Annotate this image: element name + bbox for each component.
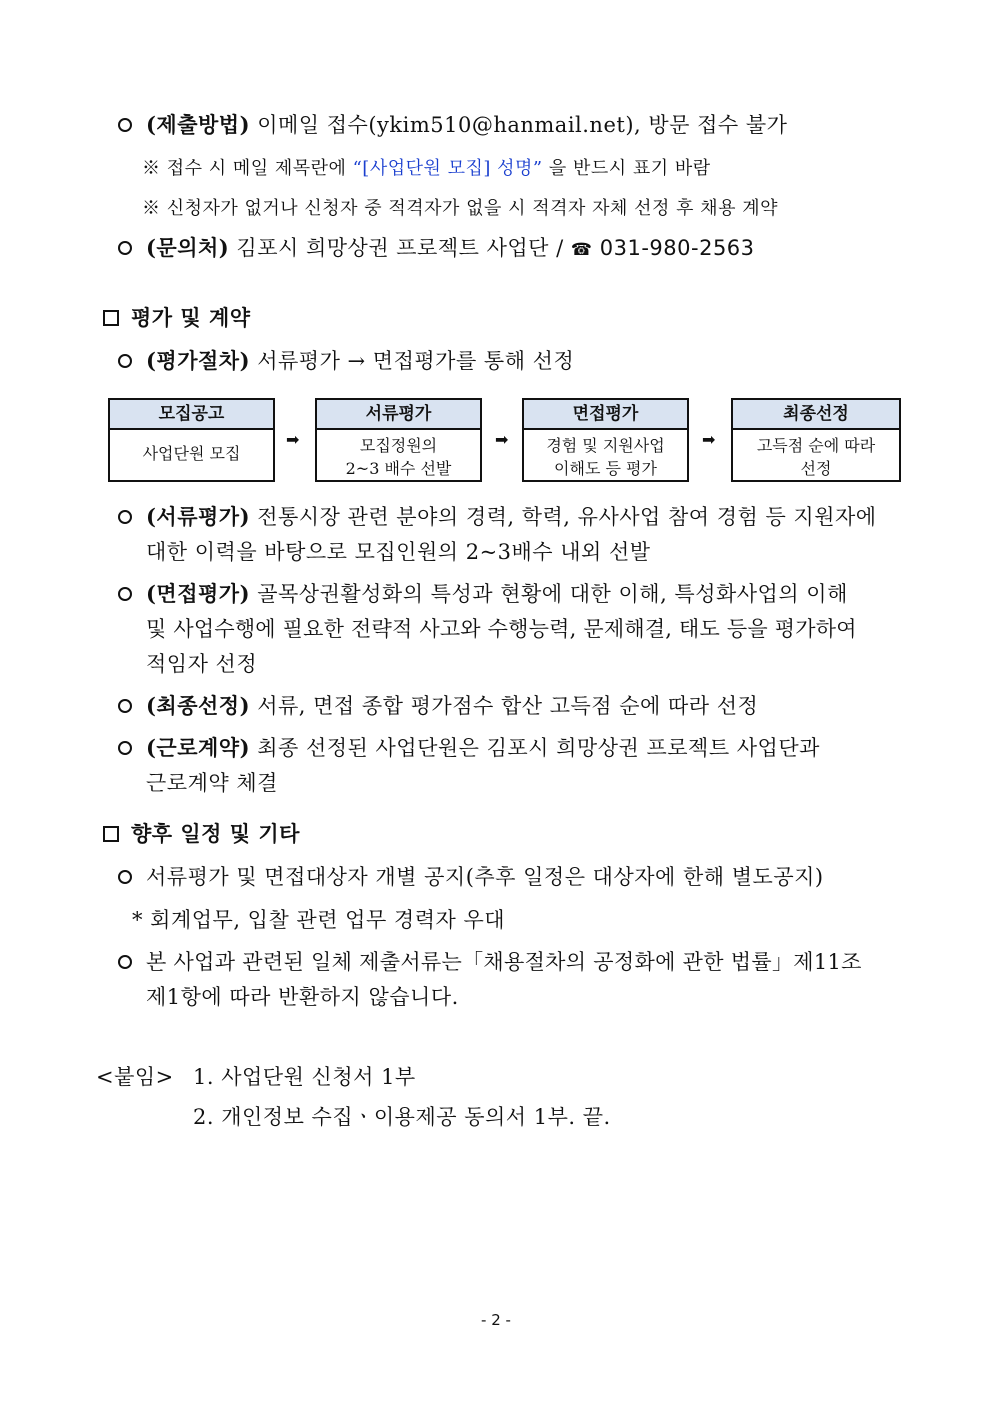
contract-item bbox=[118, 733, 820, 763]
bullet-icon bbox=[118, 118, 132, 132]
doc-eval-line-2: 대한 이력을 바탕으로 모집인원의 2~3배수 내외 선발 bbox=[146, 540, 651, 564]
attachment-item-1: 1. 사업단원 신청서 1부 bbox=[193, 1065, 416, 1089]
doc-eval-text: 전통시장 관련 분야의 경력, 학력, 유사사업 참여 경험 등 지원자에 bbox=[257, 505, 877, 529]
inquiry-item bbox=[118, 233, 755, 265]
telephone-icon: ☎ bbox=[570, 240, 593, 260]
checkbox-square-icon bbox=[103, 310, 119, 326]
checkbox-square-icon bbox=[103, 826, 119, 842]
inquiry-phone: 031-980-2563 bbox=[599, 236, 755, 260]
schedule-item-2-line-2: 제1항에 따라 반환하지 않습니다. bbox=[146, 985, 459, 1009]
flow-step-body bbox=[524, 430, 687, 480]
final-text: 서류, 면접 종합 평가점수 합산 고득점 순에 따라 선정 bbox=[257, 694, 759, 718]
flow-step-body-line: 선정 bbox=[800, 459, 832, 478]
schedule-item-1 bbox=[118, 862, 824, 892]
interview-line-2: 및 사업수행에 필요한 전략적 사고와 수행능력, 문제해결, 태도 등을 평가하여 bbox=[146, 617, 857, 641]
section-schedule-title-text: 향후 일정 및 기타 bbox=[131, 821, 300, 846]
page-number: - 2 - bbox=[481, 1311, 511, 1329]
flow-step-body-line: 경험 및 지원사업 bbox=[546, 436, 665, 455]
section-eval-title bbox=[103, 303, 251, 333]
attachment-item-2: 2. 개인정보 수집ㆍ이용제공 동의서 1부. 끝. bbox=[193, 1105, 611, 1129]
note1-highlight: “[사업단원 모집] 성명” bbox=[352, 158, 543, 179]
inquiry-text: 김포시 희망상권 프로젝트 사업단 / bbox=[236, 236, 564, 260]
attachments-label: <붙임> bbox=[96, 1065, 174, 1089]
submission-note-2: ※ 신청자가 없거나 신청자 중 적격자가 없을 시 적격자 자체 선정 후 채용 계약 bbox=[142, 198, 779, 219]
arrow-right-icon: ➡ bbox=[702, 430, 716, 449]
bullet-icon bbox=[118, 955, 132, 969]
flow-step-1 bbox=[108, 398, 275, 482]
submission-note-1 bbox=[142, 154, 711, 184]
flow-step-body-line: 2~3 배수 선발 bbox=[345, 459, 452, 478]
bullet-icon bbox=[118, 354, 132, 368]
procedure-text: 서류평가 → 면접평가를 통해 선정 bbox=[257, 349, 575, 373]
interview-text: 골목상권활성화의 특성과 현황에 대한 이해, 특성화사업의 이해 bbox=[257, 582, 848, 606]
flow-step-2 bbox=[315, 398, 482, 482]
flow-step-head: 면접평가 bbox=[524, 400, 687, 430]
arrow-right-icon: ➡ bbox=[286, 430, 300, 449]
submission-text: 이메일 접수(ykim510@hanmail.net), 방문 접수 불가 bbox=[257, 113, 788, 137]
schedule-note: * 회계업무, 입찰 관련 업무 경력자 우대 bbox=[132, 908, 506, 932]
bullet-icon bbox=[118, 510, 132, 524]
interview-label: (면접평가) bbox=[146, 581, 251, 606]
procedure-item bbox=[118, 346, 574, 376]
bullet-icon bbox=[118, 241, 132, 255]
contract-line-2: 근로계약 체결 bbox=[146, 771, 278, 795]
contract-label: (근로계약) bbox=[146, 735, 251, 760]
flow-step-body-line: 모집정원의 bbox=[359, 436, 438, 455]
final-item bbox=[118, 691, 758, 721]
interview-item bbox=[118, 579, 848, 609]
flow-step-head: 서류평가 bbox=[317, 400, 480, 430]
doc-eval-item bbox=[118, 502, 877, 532]
flow-step-body bbox=[733, 430, 899, 480]
flow-step-3 bbox=[522, 398, 689, 482]
doc-eval-label: (서류평가) bbox=[146, 504, 251, 529]
procedure-label: (평가절차) bbox=[146, 348, 251, 373]
submission-item bbox=[118, 110, 787, 140]
bullet-icon bbox=[118, 587, 132, 601]
section-schedule-title bbox=[103, 819, 300, 849]
flow-step-body bbox=[317, 430, 480, 480]
flow-step-4 bbox=[731, 398, 901, 482]
schedule-item-2 bbox=[118, 947, 862, 977]
flow-step-body-line: 고득점 순에 따라 bbox=[756, 436, 876, 455]
schedule-item-2-text: 본 사업과 관련된 일체 제출서류는「채용절차의 공정화에 관한 법률」제11조 bbox=[146, 950, 862, 974]
bullet-icon bbox=[118, 699, 132, 713]
flow-step-head: 최종선정 bbox=[733, 400, 899, 430]
flow-step-body: 사업단원 모집 bbox=[142, 444, 241, 463]
inquiry-label: (문의처) bbox=[146, 235, 230, 260]
final-label: (최종선정) bbox=[146, 693, 251, 718]
bullet-icon bbox=[118, 741, 132, 755]
note1-prefix: ※ 접수 시 메일 제목란에 bbox=[142, 158, 353, 179]
interview-line-3: 적임자 선정 bbox=[146, 652, 258, 676]
submission-label: (제출방법) bbox=[146, 112, 251, 137]
flow-step-head: 모집공고 bbox=[110, 400, 273, 430]
schedule-item-1-text: 서류평가 및 면접대상자 개별 공지(추후 일정은 대상자에 한해 별도공지) bbox=[146, 865, 824, 889]
section-eval-title-text: 평가 및 계약 bbox=[131, 305, 251, 330]
bullet-icon bbox=[118, 870, 132, 884]
arrow-right-icon: ➡ bbox=[495, 430, 509, 449]
flow-step-body-line: 이해도 등 평가 bbox=[554, 459, 657, 478]
note1-suffix: 을 반드시 표기 바람 bbox=[542, 158, 711, 179]
contract-text: 최종 선정된 사업단원은 김포시 희망상권 프로젝트 사업단과 bbox=[257, 736, 820, 760]
